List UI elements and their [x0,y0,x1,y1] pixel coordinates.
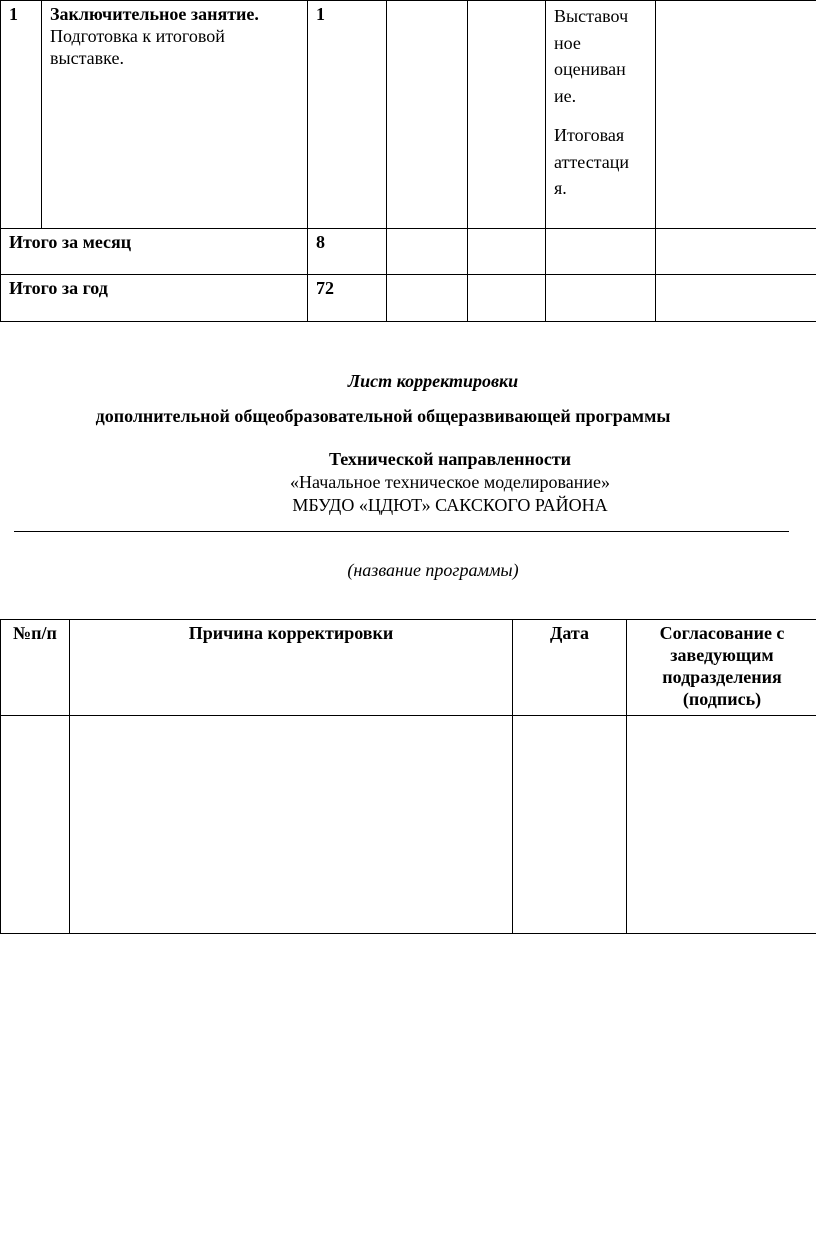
schedule-table [0,0,816,322]
sheet-subtitle: дополнительной общеобразовательной общеразвивающей программы [95,406,671,426]
correction-empty-row [1,716,816,934]
hours-cell: 1 [308,1,387,229]
empty-cell [70,716,513,934]
assessment-final: Итоговая аттестаци я. [554,125,630,198]
program-name: «Начальное техническое моделирование» [289,472,611,492]
empty-cell [546,229,656,275]
empty-cell [387,229,468,275]
correction-table [0,619,816,934]
row-number: 1 [1,1,42,229]
program-caption: (название программы) [347,560,519,580]
total-month-row [1,229,816,275]
header-num: №п/п [1,620,70,716]
empty-cell [513,716,627,934]
program-direction: Технической направленности [328,449,572,469]
header-date: Дата [513,620,627,716]
correction-header-row [1,620,816,716]
total-year-label: Итого за год [1,275,308,322]
empty-cell [627,716,816,934]
table-row [1,1,816,229]
total-year-value: 72 [308,275,387,322]
empty-cell [387,1,468,229]
empty-cell [387,275,468,322]
assessment-cell [546,1,656,229]
empty-cell [656,275,816,322]
header-reason: Причина корректировки [70,620,513,716]
total-month-label: Итого за месяц [1,229,308,275]
empty-cell [468,275,546,322]
underline-divider [14,531,789,532]
total-year-row [1,275,816,322]
empty-cell [656,1,816,229]
header-approval: Согласование с заведующим подразделения (подпись) [627,620,816,716]
topic-description: Подготовка к итоговой выставке. [50,26,225,68]
empty-cell [546,275,656,322]
organization-name: МБУДО «ЦДЮТ» САКСКОГО РАЙОНА [292,495,608,515]
total-month-value: 8 [308,229,387,275]
empty-cell [468,1,546,229]
topic-cell [42,1,308,229]
empty-cell [656,229,816,275]
sheet-title: Лист корректировки [347,371,519,391]
empty-cell [468,229,546,275]
empty-cell [1,716,70,934]
assessment-exhibition: Выставоч ное оцениван ие. [554,6,629,106]
topic-title: Заключительное занятие. [50,4,259,24]
